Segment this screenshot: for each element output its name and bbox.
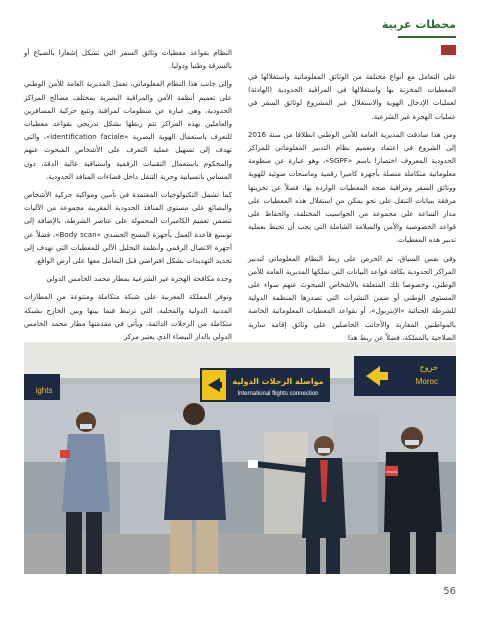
sign-right-ar: خروج [419,363,438,372]
sign-left [24,374,60,400]
morocco-flag-icon [441,45,456,55]
paragraph: على التعامل مع أنواع مختلفة من الوثائق المعلوماتية واستغلالها في المعطيات المخزنة بها واستغلالها في المراقبة الحدودية (الهادئة) لعمليات الإدخال الهوية والاستغلال غير المشروع لوثائق السفر في عمليات الهجرة غير الشرعية. [248,72,456,121]
sign-right-en: Moroc [415,377,438,386]
paragraph: كما تشمل التكنولوجيات المعتمدة في تأمين ومواكبة حركية الأشخاص والبضائع على مستوى المنافذ الحدودية المغربية مجموعة من الآليات تتضمن تعميم الكاميرات المحمولة على عناصر الشرطة، بالإضافة إلى توسيع قاعدة العمل بأجهزة المسح الجسدي «Body scan»، فضلاً عن أجهزة الاتصال الرقمي وأنظمة التحليل الآلي للمعطيات التي تهدف إلى تحديد التهديدات بشكل افتراضي قبل التعامل معها على أرض الواقع. [24,190,232,266]
paragraph: النظام بقواعد معطيات وثائق السفر التي تشكل إشعارا بالضياع أو بالسرقة وطنيا ودوليا. [24,48,232,71]
paragraph: وحدة مكافحة الهجرة غير الشرعية بمطار محمد الخامس الدولي [46,274,232,284]
sign-left-text: ights [35,386,53,395]
airport-police-photo [24,342,456,574]
sign-international [200,368,330,402]
sign-international-ar: مواصلة الرحلات الدولية [232,377,324,386]
section-title: محطات عربية [381,18,456,31]
title-underline [398,36,456,38]
page-number: 56 [443,586,456,597]
arm-band-label: POLICE [386,470,398,474]
paragraph: وتوفر المملكة المغربية على شبكة متكاملة ومتنوعة من المطارات المدنية الدولية والمحلية، التي ترتبط فيما بينها وبين الخارج بشبكة متكاملة من الرحلات الدائمة، ويأتي في مقدمتها مطار محمد الخامس الدولي بالدار البيضاء الذي يعتبر مركز [24,292,232,342]
paragraph: وفي نفس السياق، تم الحرص على ربط النظام المعلوماتي لتدبير المراكز الحدودية بكافة قواعد البيانات التي تملكها المديرية العامة للأمن الوطني، وخصوصا تلك المتعلقة بالأشخاص المبحوث عنهم سواء على المستوى الوطني أو ضمن النشرات التي تصدرها المنظمة الدولية للشرطة الجنائية «الإنتربول»، أو بقواعد المعطيات المعلوماتية الخاصة بالمواطنين المغاربة والأجانب الحاصلين على وثائق إقامة سارية الصلاحية بالمملكة، فضلاً عن ربط هذا [248,253,456,342]
article-column-left [24,46,232,343]
paragraph: وإلى جانب هذا النظام المعلوماتي، تعمل المديرية العامة للأمن الوطني على تعميم أنظمة الأمن والمراقبة البصرية بمختلف مصالح المراكز الحدودية، وهي عبارة عن منظومات لمراقبة وتتبع حركية المسافرين والعاملين بهذه المراكز تتم ربطها بشكل تدريجي بقواعد معطيات للتعرف باستعمال الهوية البصرية «identification faciale»، والتي تهدف إلى تسهيل عملية التعرف على الأشخاص المبحوث عنهم والمحكوم باستعمال التقنيات الرقمية واستباقية عالية الدقة، دون المساس بانسيابية وحرية التنقل داخل فضاءات المنافذ الحدودية. [24,79,233,181]
sign-right [354,356,456,396]
sign-international-en: International flights connection [237,391,319,397]
paragraph: ومن هذا صادقت المديرية العامة للأمن الوطني انطلاقا من سنة 2016 إلى الشروع في اعتماد وتعميم نظام التدبير المعلوماتي للمراكز الحدودية المعروف اختصارا باسم «SGPF»، وهو عبارة عن منظومة معلوماتية متكاملة متصلة بأجهزة كاميرا رقمية وماسحات ضوئية للهوية ووثائق السفر ومراقبة صحة المعطيات الواردة بها، فضلاً عن تخزينها مرفقة ببيانات التنقل على نحو يمكن من استغلال هذه المعطيات على مدار الساعة على مجموعة من الحواسيب المختلفة، والحفاظ على قواعد الخصوصية والأمن والسلامة الشاملة التي يجب أن تحيط بعملية تدبير هذه المعطيات. [248,129,456,245]
article-column-right [248,70,456,344]
